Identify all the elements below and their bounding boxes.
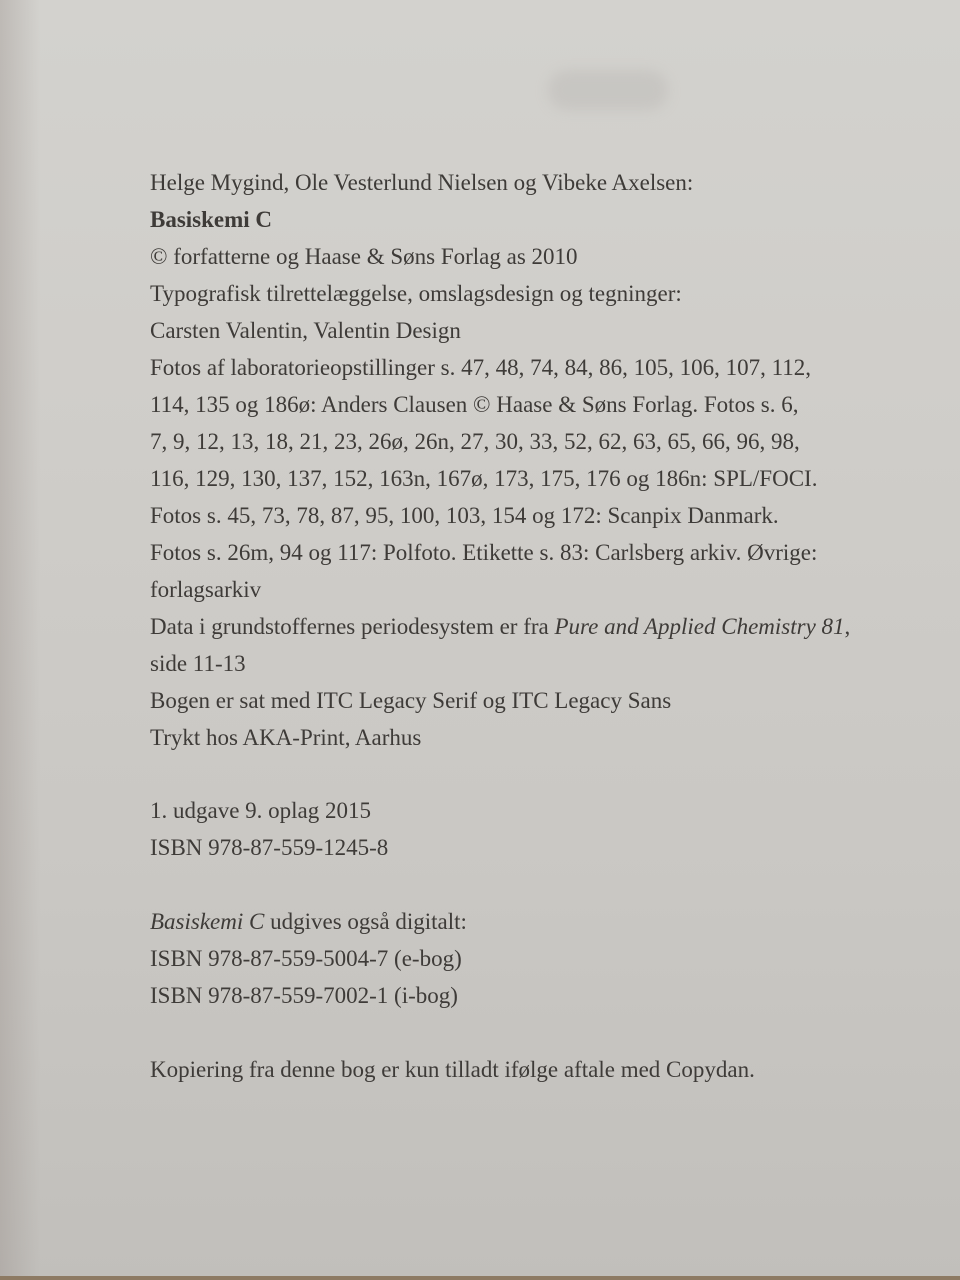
copyright-line: © forfatterne og Haase & Søns Forlag as 2010 (150, 244, 578, 269)
data-source-line (150, 608, 890, 645)
data-source-pages: side 11-13 (150, 651, 246, 676)
photo-credit-line: 7, 9, 12, 13, 18, 21, 23, 26ø, 26n, 27, 30, 33, 52, 62, 63, 65, 66, 96, 98, (150, 429, 800, 454)
photo-credit-line: 116, 129, 130, 137, 152, 163n, 167ø, 173, 175, 176 og 186n: SPL/FOCI. (150, 466, 818, 491)
digital-text: udgives også digitalt: (264, 909, 467, 934)
typeface-line: Bogen er sat med ITC Legacy Serif og ITC Legacy Sans (150, 688, 672, 713)
photo-credit-line: Fotos s. 26m, 94 og 117: Polfoto. Etikette s. 83: Carlsberg arkiv. Øvrige: (150, 540, 818, 565)
digital-title: Basiskemi C (150, 909, 265, 934)
isbn-ebook: ISBN 978-87-559-5004-7 (e-bog) (150, 946, 462, 971)
data-source-suffix: , (844, 614, 851, 639)
book-title: Basiskemi C (150, 207, 273, 232)
photo-credit-line: Fotos af laboratorieopstillinger s. 47, 48, 74, 84, 86, 105, 106, 107, 112, (150, 355, 811, 380)
data-source-prefix: Data i grundstoffernes periodesystem er fra (150, 614, 555, 639)
colophon (150, 164, 890, 1088)
journal-name: Pure and Applied Chemistry 81 (554, 614, 845, 639)
photo-credit-line: forlagsarkiv (150, 577, 262, 602)
photo-credit-line: Fotos s. 45, 73, 78, 87, 95, 100, 103, 154 og 172: Scanpix Danmark. (150, 503, 779, 528)
printer-line: Trykt hos AKA-Print, Aarhus (150, 725, 422, 750)
isbn-print: ISBN 978-87-559-1245-8 (150, 835, 389, 860)
digital-edition-line (150, 903, 890, 940)
design-credit-name: Carsten Valentin, Valentin Design (150, 318, 461, 343)
authors-line: Helge Mygind, Ole Vesterlund Nielsen og Vibeke Axelsen: (150, 170, 694, 195)
show-through-mark (548, 70, 668, 110)
page-edge (0, 1276, 960, 1280)
design-credit-label: Typografisk tilrettelæggelse, omslagsdesign og tegninger: (150, 281, 682, 306)
copy-notice: Kopiering fra denne bog er kun tilladt ifølge aftale med Copydan. (150, 1057, 755, 1082)
page-shadow (0, 0, 40, 1280)
photo-credit-line: 114, 135 og 186ø: Anders Clausen © Haase & Søns Forlag. Fotos s. 6, (150, 392, 799, 417)
isbn-ibook: ISBN 978-87-559-7002-1 (i-bog) (150, 983, 458, 1008)
edition-line: 1. udgave 9. oplag 2015 (150, 798, 372, 823)
